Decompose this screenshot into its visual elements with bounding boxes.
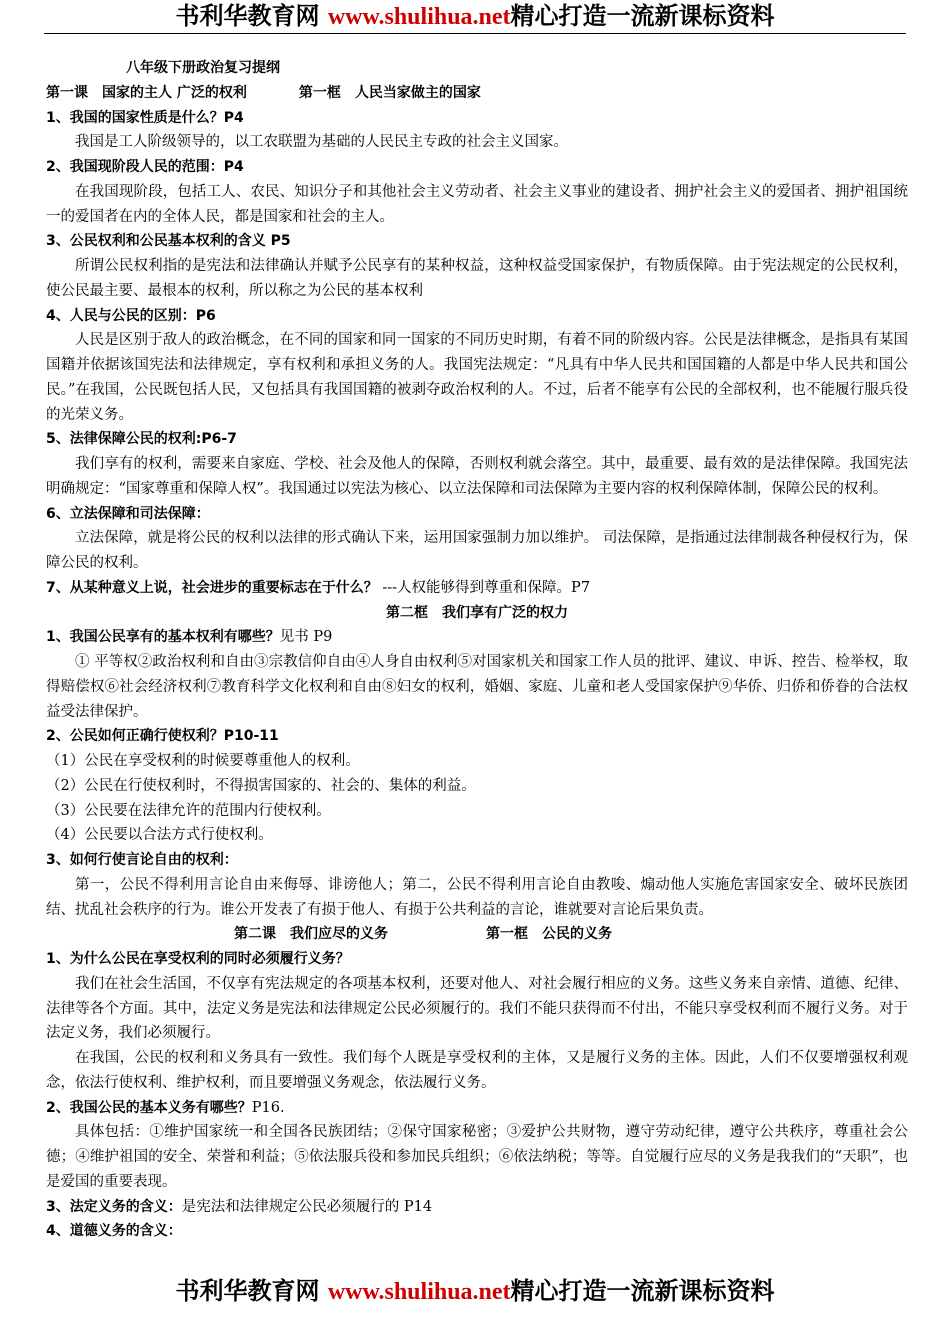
answer-inline: 见书 P9 [279,629,333,646]
question: 2、公民如何正确行使权利？P10-11 [46,728,279,745]
page-header [0,2,950,31]
header-divider [44,33,906,34]
lesson-heading [46,81,908,106]
question-text: 7、从某种意义上说，社会进步的重要标志在于什么？ [46,579,378,596]
question: 4、人民与公民的区别：P6 [46,307,216,324]
question-text: 3、法定义务的含义： [46,1198,182,1215]
question: 2、我国现阶段人民的范围：P4 [46,159,244,175]
question [46,625,908,650]
document-title: 八年级下册政治复习提纲 [126,60,280,76]
footer-slogan: 精心打造一流新课标资料 [510,1277,775,1305]
document-body [46,56,908,1244]
answer: 在我国现阶段，包括工人、农民、知识分子和其他社会主义劳动者、社会主义事业的建设者、拥护社会主义的爱国者、拥护祖国统一的爱国者在内的全体人民，都是国家和社会的主人。 [46,183,908,225]
list-item: （4）公民要以合法方式行使权利。 [46,827,273,844]
answer: 我们享有的权利，需要来自家庭、学校、社会及他人的保障，否则权利就会落空。其中，最重要、最有效的是法律保障。我国宪法明确规定：“国家尊重和保障人权”。我国通过以宪法为核心、以立法保障和司法保障为主要内容的权利保障体制，保障公民的权利。 [46,456,908,497]
header-site-name: 书利华教育网 [175,2,320,30]
answer: 立法保障，就是将公民的权利以法律的形式确认下来，运用国家强制力加以维护。 司法保障，是指通过法律制裁各种侵权行为，保障公民的权利。 [46,530,908,571]
answer: 我们在社会生活国，不仅享有宪法规定的各项基本权利，还要对他人、对社会履行相应的义务。这些义务来自亲情、道德、纪律、法律等各个方面。其中，法定义务是宪法和法律规定公民必须履行的。我们不能只获得而不付出，不能只享受权利而不履行义务。对于法定义务，我们必须履行。 [46,975,908,1042]
lesson-heading [46,922,908,947]
question [46,1096,908,1121]
header-url[interactable]: www.shulihua.net [327,4,511,30]
section-3-title: 第一框 公民的义务 [486,926,612,943]
answer: 具体包括：①维护国家统一和全国各民族团结；②保守国家秘密；③爱护公共财物，遵守劳动纪律，遵守公共秩序，尊重社会公德；④维护祖国的安全、荣誉和利益；⑤依法服兵役和参加民兵组织；⑥依法纳税；等等。自觉履行应尽的义务是我我们的“天职”，也是爱国的重要表现。 [46,1124,908,1190]
section-2-title: 第二框 我们享有广泛的权力 [386,604,568,621]
answer: 所谓公民权利指的是宪法和法律确认并赋予公民享有的某种权益，这种权益受国家保护，有物质保障。由于宪法规定的公民权利，使公民最主要、最根本的权利，所以称之为公民的基本权利 [46,258,908,299]
list-item: （2）公民在行使权利时，不得损害国家的、社会的、集体的利益。 [46,777,476,794]
answer: ① 平等权②政治权利和自由③宗教信仰自由④人身自由权利⑤对国家机关和国家工作人员的批评、建议、申诉、控告、检举权，取得赔偿权⑥社会经济权利⑦教育科学文化权利和自由⑧妇女的权利，婚姻、家庭、儿童和老人受国家保护⑨华侨、归侨和侨眷的合法权益受法律保护。 [46,654,908,720]
answer: 我国是工人阶级领导的，以工农联盟为基础的人民民主专政的社会主义国家。 [75,134,568,151]
question: 3、公民权利和公民基本权利的含义 P5 [46,233,291,250]
answer: 人民是区别于敌人的政治概念，在不同的国家和同一国家的不同历史时期，有着不同的阶级内容。公民是法律概念，是指具有某国国籍并依据该国宪法和法律规定，享有权利和承担义务的人。我国宪法规定：“凡具有中华人民共和国国籍的人都是中华人民共和国公民。”在我国，公民既包括人民，又包括具有我国国籍的被剥夺政治权利的人。不过，后者不能享有公民的全部权利，也不能履行服兵役的光荣义务。 [46,332,908,423]
question [46,1195,908,1220]
list-item: （1）公民在享受权利的时候要尊重他人的权利。 [46,753,360,769]
question: 5、法律保障公民的权利:P6-7 [46,431,237,448]
page-footer [0,1277,950,1306]
lesson-2-title: 第二课 我们应尽的义务 [234,926,388,943]
list-item: （3）公民要在法律允许的范围内行使权利。 [46,802,331,819]
question [46,576,908,601]
footer-url[interactable]: www.shulihua.net [327,1279,511,1305]
answer-inline: P16. [251,1099,285,1116]
question-text: 2、我国公民的基本义务有哪些？ [46,1099,252,1116]
answer-inline: ---人权能够得到尊重和保障。P7 [377,579,591,596]
question: 6、立法保障和司法保障： [46,505,210,522]
question: 3、如何行使言论自由的权利： [46,852,238,868]
answer: 第一，公民不得利用言论自由来侮辱、诽谤他人；第二，公民不得利用言论自由教唆、煽动他人实施危害国家安全、破坏民族团结、扰乱社会秩序的行为。谁公开发表了有损于他人、有损于公共利益的言论，谁就要对言论后果负责。 [46,876,908,918]
section-1-title: 第一框 人民当家做主的国家 [298,84,481,101]
question: 1、为什么公民在享受权利的同时必须履行义务？ [46,951,350,967]
answer: 在我国，公民的权利和义务具有一致性。我们每个人既是享受权利的主体，又是履行义务的主体。因此，人们不仅要增强权利观念，依法行使权利、维护权利，而且要增强义务观念，依法履行义务。 [46,1050,908,1091]
header-slogan: 精心打造一流新课标资料 [510,2,775,30]
question-text: 1、我国公民享有的基本权利有哪些？ [46,629,280,646]
question: 1、我国的国家性质是什么？P4 [46,109,244,126]
lesson-1-title: 第一课 国家的主人 广泛的权利 [46,84,247,101]
question: 4、道德义务的含义： [46,1223,182,1240]
footer-site-name: 书利华教育网 [175,1277,320,1305]
answer-inline: 是宪法和法律规定公民必须履行的 P14 [181,1198,433,1215]
